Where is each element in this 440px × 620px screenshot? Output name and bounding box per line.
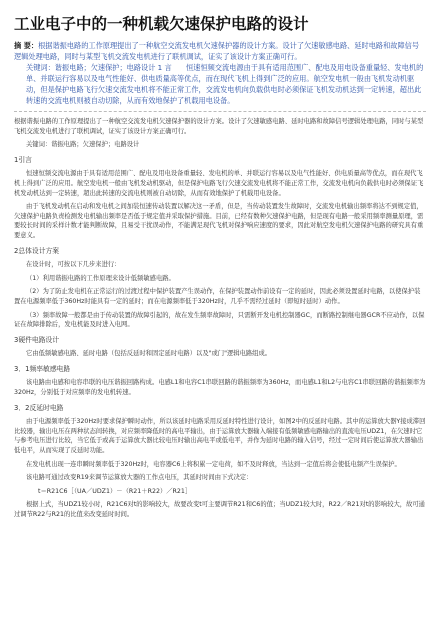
section-2-item-2: （2）为了防止发电机在正常运行的过渡过程中保护装置产生误动作，在保护装置动作前设有一定的延时，因此必须设置延时电路，以使保护装置在电源频率低于360Hz时能具有一定的延时；而在电源频率低于320Hz时，几乎不需经过延时（即短时延时）动作。: [14, 288, 421, 305]
section-3-2-heading: 3．2反延时电路: [14, 403, 64, 412]
abstract-keywords: [26, 62, 426, 106]
section-3-1-paragraph-1: 该电路由电感和电容串联的电压谐振回路构成。电感L1和电容C1串联回路的谐振频率为360Hz，而电感L1和L2与电容C1串联回路的谐振频率为320Hz，分别低于对应频率的发电机转速。: [14, 379, 426, 397]
section-3-heading: 3硬件电路设计: [14, 335, 60, 344]
section-2-heading: 2总体设计方案: [14, 246, 60, 255]
divider: [14, 111, 426, 112]
abstract-body: 根据谐振电路的工作原理提出了一种航空交流发电机欠速保护器的设计方案。设计了欠速敏感电路、延时电路和故障信号逻辑处理电路，同时与某型飞机交流发电机进行了联机调试，证实了该设计方案正确可行。: [14, 41, 420, 61]
section-3-2-paragraph-1: 由于电源频率低于320Hz时要求保护瞬时动作，所以该延时电路采用反延时特性进行设计，如图2中的反延时电路。其中的运算放大器Y接成滞回比较器，输出电压在两种状态间转换，对应频率降低时的高电平输出，由于运算放大器输入端接有低频敏感电路输出的直流电压UDZ1，在欠速时它与参考电压进行比较，当它低于或高于运算放大器比较电压时输出高电平或低电平，并作为延时电路的输入信号，经过一定时间后使运算放大器输出低电平，从而实现了反延时功能。: [14, 418, 426, 455]
section-3-2-paragraph-3: 该电路可通过改变R19来调节运算放大器的工作点电压，其延时时间由下式决定：: [26, 474, 253, 482]
section-2-item-1: （1）利用谐振电路的工作原理来设计低频敏感电路。: [26, 274, 175, 282]
keywords-label: 关键词：: [26, 63, 55, 72]
section-3-2-paragraph-2: 在发电机出现一连串瞬时频率低于320Hz时，电容器C6上将积累一定电荷，如不及时释放，当达到一定值后将会使低电频产生误保护。: [26, 460, 401, 468]
section-2-paragraph-1: 在设计时，可按以下几步来进行：: [26, 261, 121, 269]
abstract-text: [14, 40, 426, 62]
section-1-paragraph-1: 恒速恒频交流电源由于具有适用范围广、配电及用电设备重量轻、发电机的单、并联运行容易以及电气性能好、供电质量高等优点，而在现代飞机上得到广泛的应用。航空发电机一般由飞机发动机驱动，但是保护电路飞行欠速交流发电机将不能正常工作，交流发电机向负载供电时必须保证飞机发动机达到一定转速，超出此转速的交流电机则被自动切除，从而有效地保护了机载用电设备。: [14, 170, 424, 197]
page-title: 工业电子中的一种机载欠速保护电路的设计: [14, 15, 309, 33]
section-3-paragraph-1: 它由低频敏感电路、延时电路（包括反延时和固定延时电路）以及"或门"逻辑电路组成。: [26, 350, 272, 358]
section-1-paragraph-2: 由于飞机发动机在启动和发电机之间加装恒速传动装置以解决这一矛盾，但是，当传动装置发生故障时，交流发电机输出频率将达不到规定值，欠速保护电路负责检测发电机输出频率是否低于规定值并采取保护措施。目前，已经有数种欠速保护电路，但是现有电路一般采用频率测量原理，需要较长时间的采样计数才能判断故障，且易受干扰误动作，不能满足现代飞机对保护响应速度的要求，因此对航空发电机欠速保护电路的研究具有重要意义。: [14, 203, 424, 239]
section-1-heading: 1引言: [14, 155, 32, 164]
abstract-block: [14, 40, 426, 106]
keywords-line: 关键词：谐振电路；欠速保护；电路设计: [26, 141, 140, 149]
section-3-1-heading: 3．1频率敏感电路: [14, 364, 71, 373]
abstract-label: 摘 要：: [14, 41, 39, 50]
section-3-2-paragraph-4: 根据上式，当UDZ1较小时，R21C6对t的影响较大，故要改变t可主要调节R21和C6的值；当UDZ1较大时，R22／R21对t的影响较大，故可通过调节R22与R21的比值来改变延时时间。: [14, 501, 425, 518]
section-2-item-3: （3）频率故障一般都是由于传动装置的故障引起的，故在发生频率故障时，只需断开发电机控制器GC，而断路控制继电器GCR不应动作，以保证在故障排除后，发电机能及时进入电网。: [14, 311, 425, 329]
keywords-body: 谐振电路；欠速保护；电路设计 1 言 恒速恒频交流电源由于具有适用范围广、配电及用电设备重量轻、发电机的单、并联运行容易以及电气性能好、供电质量高等优点，而在现代飞机上得到广泛的应用。航空发电机一般由飞机发动机驱动，但是保护电路飞行欠速交流发电机将不能正常工作，交流发电机向负载供电时必须保证飞机发动机达到一定转速，超出此转速的交流电机则被自动切除，从而有效地保护了机载用电设备。: [26, 63, 424, 105]
article-body: [14, 117, 426, 520]
intro-paragraph: 根据谐振电路的工作原理提出了一种航空交流发电机欠速保护器的设计方案。设计了欠速敏感电路、延时电路和故障信号逻辑处理电路，同时与某型飞机交流发电机进行了联机调试，证实了该设计方案正确可行。: [14, 118, 424, 135]
delay-formula: t＝R21C6［（UA／UDZ1）－（R21＋R22）／R21］: [38, 487, 192, 495]
